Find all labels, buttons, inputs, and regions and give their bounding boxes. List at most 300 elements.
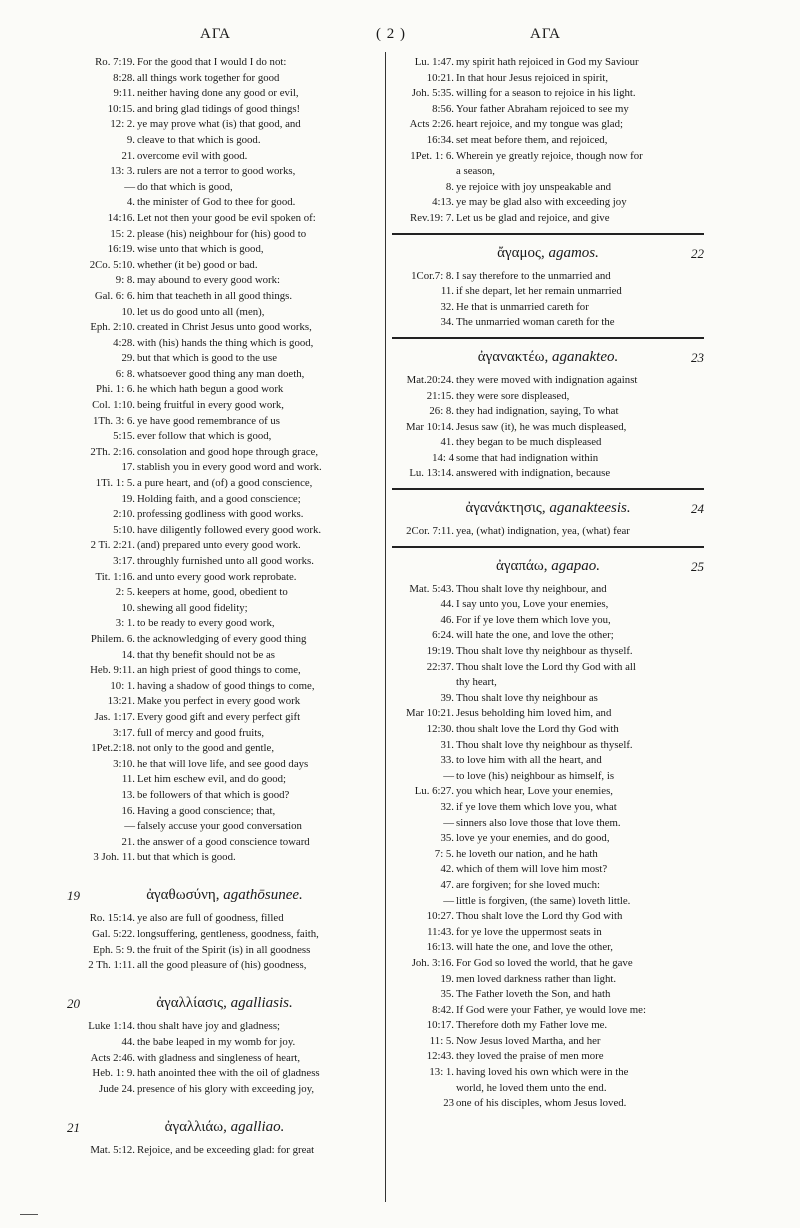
verse-text: a pure heart, and (of) a good conscience, xyxy=(137,477,313,490)
verse-reference: 41. xyxy=(440,436,454,449)
verse-text: Thou shalt love thy neighbour as thyself. xyxy=(456,645,633,658)
verse-text: they were moved with indignation against xyxy=(456,373,638,386)
entry-line xyxy=(392,1034,704,1050)
entry-line xyxy=(392,706,704,722)
verse-reference: Luke 1:14. xyxy=(88,1020,135,1033)
entry-line xyxy=(392,940,704,956)
verse-text: him that teacheth in all good things. xyxy=(137,289,293,302)
verse-text: I say unto you, Love your enemies, xyxy=(456,598,609,611)
verse-reference: Mat. 5:43. xyxy=(409,582,454,595)
entry-line xyxy=(392,269,704,285)
verse-reference: — xyxy=(124,180,135,193)
verse-reference: 2Th. 2:16. xyxy=(90,445,135,458)
verse-text: falsely accuse your good conversation xyxy=(137,820,302,833)
headword-19 xyxy=(67,881,382,911)
verse-text: the minister of God to thee for good. xyxy=(137,196,296,209)
verse-reference: 19. xyxy=(440,972,454,985)
entry-line xyxy=(392,133,704,149)
transliteration: agalliao. xyxy=(230,1119,285,1135)
verse-reference: 11. xyxy=(121,773,135,786)
verse-text: he that will love life, and see good days xyxy=(137,757,309,770)
verse-text: I say therefore to the unmarried and xyxy=(456,269,611,282)
verse-reference: 12:43. xyxy=(426,1050,454,1063)
verse-text: heart rejoice, and my tongue was glad; xyxy=(456,118,623,131)
entry-line xyxy=(392,300,704,316)
entry-line xyxy=(67,382,382,398)
entry-line xyxy=(392,1096,704,1112)
verse-reference: 35. xyxy=(440,988,454,1001)
verse-reference: 13: 3. xyxy=(110,165,135,178)
entry-number: 22 xyxy=(691,245,704,261)
entry-line xyxy=(392,753,704,769)
verse-text: thou shalt have joy and gladness; xyxy=(137,1020,281,1033)
entry-line xyxy=(67,164,382,180)
verse-reference: 6: 8. xyxy=(115,367,135,380)
entry-line xyxy=(67,570,382,586)
verse-reference: 32. xyxy=(440,300,454,313)
verse-text: Thou shalt love thy neighbour as thyself. xyxy=(456,738,633,751)
entry-line xyxy=(67,117,382,133)
verse-reference: 3 Joh. 11. xyxy=(93,851,135,864)
verse-reference: 3:10. xyxy=(113,757,135,770)
entry-line xyxy=(67,507,382,523)
entry-line xyxy=(392,435,704,451)
section-rule xyxy=(392,337,704,339)
verse-reference: Acts 2:46. xyxy=(90,1051,135,1064)
entry-line xyxy=(392,180,704,196)
verse-text: throughly furnished unto all good works. xyxy=(137,555,314,567)
verse-reference: 21:15. xyxy=(426,389,454,402)
verse-reference: Jude 24. xyxy=(99,1082,135,1095)
verse-text: let us do good unto all (men), xyxy=(137,305,265,318)
verse-reference: 26: 8. xyxy=(429,405,454,418)
verse-text: my spirit hath rejoiced in God my Saviour xyxy=(456,56,639,68)
verse-reference: Philem. 6. xyxy=(90,632,135,645)
entry-line xyxy=(67,726,382,742)
verse-reference: 2: 5. xyxy=(115,586,135,599)
verse-text: they began to be much displeased xyxy=(456,436,602,449)
verse-text: full of mercy and good fruits, xyxy=(137,726,265,739)
entry-line xyxy=(67,523,382,539)
verse-text: he which hath begun a good work xyxy=(137,383,284,396)
verse-text: the answer of a good conscience toward xyxy=(137,835,310,848)
verse-text: be followers of that which is good? xyxy=(137,788,290,801)
verse-text: ye may prove what (is) that good, and xyxy=(137,118,301,131)
entry-number: 20 xyxy=(67,996,80,1012)
transliteration: agamos. xyxy=(548,244,599,261)
entry-line xyxy=(67,305,382,321)
verse-text: hath anointed thee with the oil of gladness xyxy=(137,1067,320,1080)
verse-text: if ye love them which love you, what xyxy=(456,800,617,813)
verse-text: for ye love the uppermost seats in xyxy=(456,925,602,938)
verse-text: (and) prepared unto every good work. xyxy=(137,539,301,552)
entry-number: 23 xyxy=(691,349,704,365)
entry-line xyxy=(392,102,704,118)
verse-text: The Father loveth the Son, and hath xyxy=(456,988,611,1001)
verse-reference: 10:27. xyxy=(426,910,454,923)
verse-reference: Eph. 2:10. xyxy=(90,321,135,334)
verse-reference: 10:17. xyxy=(426,1019,454,1032)
verse-text: rulers are not a terror to good works, xyxy=(137,165,296,178)
verse-text: If God were your Father, ye would love me: xyxy=(456,1003,646,1016)
transliteration: agathōsunee. xyxy=(223,887,303,904)
verse-reference: 3:17. xyxy=(113,726,135,739)
entry-line xyxy=(67,679,382,695)
verse-text: the fruit of the Spirit (is) in all goodness xyxy=(137,943,311,956)
section-rule xyxy=(392,488,704,490)
verse-text: little is forgiven, (the same) loveth little. xyxy=(456,894,631,907)
column-divider xyxy=(385,52,386,1202)
verse-reference: 15: 2. xyxy=(110,227,135,240)
verse-reference xyxy=(392,164,454,180)
verse-text: having loved his own which were in the xyxy=(456,1066,629,1079)
verse-text: stablish you in every good word and work. xyxy=(137,461,322,474)
verse-text: created in Christ Jesus unto good works, xyxy=(137,321,312,334)
entry-line xyxy=(67,1066,382,1082)
verse-text: whatsoever good thing any man doeth, xyxy=(137,367,305,380)
entry-line xyxy=(67,242,382,258)
verse-reference: 10: 1. xyxy=(110,679,135,692)
verse-text: willing for a season to rejoice in his light. xyxy=(456,87,636,100)
verse-text: having a shadow of good things to come, xyxy=(137,679,315,692)
greek-word: ἀγαπάω, xyxy=(496,557,548,574)
greek-word: ἀγαλλίασις, xyxy=(156,995,227,1012)
verse-text: Thou shalt love thy neighbour as xyxy=(456,691,598,704)
entry-number: 24 xyxy=(691,501,704,517)
entry-line xyxy=(392,451,704,467)
verse-text: professing godliness with good works. xyxy=(137,508,304,521)
verse-reference: 11: 5. xyxy=(429,1034,454,1047)
verse-reference: 11:43. xyxy=(427,925,454,938)
verse-text: ye may be glad also with exceeding joy xyxy=(456,196,627,209)
verse-reference: 22:37. xyxy=(426,660,454,673)
verse-text: world, he loved them unto the end. xyxy=(456,1081,607,1094)
verse-reference: Lu. 13:14. xyxy=(409,467,454,480)
verse-reference: 10. xyxy=(121,601,135,614)
verse-text: answered with indignation, because xyxy=(456,467,611,480)
verse-reference: Ro. 15:14. xyxy=(89,912,135,925)
verse-reference: 46. xyxy=(440,613,454,626)
entry-line xyxy=(392,800,704,816)
entry-line xyxy=(392,597,704,613)
verse-text: he loveth our nation, and he hath xyxy=(456,847,598,860)
entry-line xyxy=(67,460,382,476)
entry-line xyxy=(392,117,704,133)
verse-text: whether (it be) good or bad. xyxy=(137,258,258,271)
entry-line xyxy=(392,862,704,878)
verse-reference: Gal. 6: 6. xyxy=(94,289,135,302)
verse-text: Let him eschew evil, and do good; xyxy=(137,773,287,786)
entry-line xyxy=(392,389,704,405)
verse-reference: 1Pet. 1: 6. xyxy=(410,149,454,162)
entry-line xyxy=(392,582,704,598)
verse-reference: 6:24. xyxy=(432,629,454,642)
entry-line xyxy=(67,320,382,336)
entry-line xyxy=(67,741,382,757)
verse-reference: 1Th. 3: 6. xyxy=(93,414,135,427)
verse-reference: — xyxy=(443,894,454,907)
entry-line xyxy=(392,691,704,707)
verse-text: which of them will love him most? xyxy=(456,863,608,876)
margin-mark xyxy=(20,1214,38,1215)
verse-text: but that which is good. xyxy=(137,851,236,864)
verse-text: have diligently followed every good work. xyxy=(137,523,322,536)
verse-text: the acknowledging of every good thing xyxy=(137,632,307,645)
entry-line xyxy=(67,601,382,617)
verse-reference: 2 Ti. 2:21. xyxy=(90,539,135,552)
verse-text: thou shalt love the Lord thy God with xyxy=(456,723,619,735)
verse-text: shewing all good fidelity; xyxy=(137,601,248,614)
entry-line xyxy=(67,258,382,274)
verse-text: set meat before them, and rejoiced, xyxy=(456,133,608,146)
verse-text: a season, xyxy=(456,165,495,178)
verse-text: For if ye love them which love you, xyxy=(456,613,611,626)
greek-word: ἀγαθωσύνη, xyxy=(146,887,220,904)
verse-text: are forgiven; for she loved much: xyxy=(456,878,601,891)
verse-reference: 9: 8. xyxy=(115,274,135,287)
verse-text: consolation and good hope through grace, xyxy=(137,445,319,458)
entry-line xyxy=(67,804,382,820)
section-rule xyxy=(392,546,704,548)
verse-reference: — xyxy=(443,769,454,782)
verse-reference: 13. xyxy=(121,788,135,801)
entry-line xyxy=(392,420,704,436)
header-right: ΑΓΑ xyxy=(530,26,562,42)
verse-reference: 44. xyxy=(121,1036,135,1049)
verse-reference: 14. xyxy=(121,648,135,661)
verse-reference: Heb. 1: 9. xyxy=(92,1067,135,1080)
entry-line xyxy=(67,835,382,851)
verse-text: cleave to that which is good. xyxy=(137,133,261,146)
verse-reference: — xyxy=(124,820,135,833)
verse-reference: 29. xyxy=(121,352,135,365)
entry-line xyxy=(67,398,382,414)
entry-line xyxy=(67,1035,382,1051)
right-column xyxy=(392,55,704,1112)
verse-reference: 5:10. xyxy=(113,523,135,536)
verse-text: they loved the praise of men more xyxy=(456,1050,604,1063)
headword-label xyxy=(392,558,704,575)
verse-reference: Mat. 5:12. xyxy=(90,1144,135,1156)
section-rule xyxy=(392,233,704,235)
headword-label xyxy=(392,245,704,262)
verse-text: not only to the good and gentle, xyxy=(137,742,275,755)
entry-line xyxy=(67,211,382,227)
entry-line xyxy=(392,628,704,644)
headword-25 xyxy=(392,552,704,582)
verse-reference: 9. xyxy=(126,133,135,146)
verse-text: yea, (what) indignation, yea, (what) fear xyxy=(456,525,630,538)
entry-line xyxy=(67,86,382,102)
verse-text: and unto every good work reprobate. xyxy=(137,570,297,583)
verse-text: they had indignation, saying, To what xyxy=(456,405,619,418)
verse-reference: 17. xyxy=(121,461,135,474)
verse-text: longsuffering, gentleness, goodness, faith, xyxy=(137,928,319,941)
verse-text: all the good pleasure of (his) goodness, xyxy=(137,959,307,972)
verse-reference: 2Cor. 7:11. xyxy=(406,525,454,538)
entry-line xyxy=(67,585,382,601)
verse-text: Wherein ye greatly rejoice, though now for xyxy=(456,149,643,162)
greek-word: ἀγαλλιάω, xyxy=(164,1119,227,1135)
verse-text: Your father Abraham rejoiced to see my xyxy=(456,102,629,115)
verse-reference: 13: 1. xyxy=(429,1066,454,1079)
verse-text: Holding faith, and a good conscience; xyxy=(137,492,301,505)
headword-label xyxy=(392,500,704,517)
verse-reference: Joh. 5:35. xyxy=(411,87,454,100)
entry-line xyxy=(67,414,382,430)
entry-line xyxy=(67,663,382,679)
entry-line xyxy=(392,909,704,925)
verse-text: Thou shalt love the Lord thy God with xyxy=(456,910,623,923)
verse-text: Jesus saw (it), he was much displeased, xyxy=(456,420,627,433)
entry-line xyxy=(67,227,382,243)
entry-line xyxy=(67,149,382,165)
entry-line xyxy=(392,956,704,972)
entry-line xyxy=(392,524,704,540)
verse-text: may abound to every good work: xyxy=(137,274,281,287)
verse-text: presence of his glory with exceeding joy, xyxy=(137,1082,315,1095)
verse-text: Therefore doth my Father love me. xyxy=(456,1019,608,1032)
greek-word: ἄγαμος, xyxy=(497,244,545,261)
verse-reference: 39. xyxy=(440,691,454,704)
headword-20 xyxy=(67,989,382,1019)
verse-reference: 16:34. xyxy=(426,133,454,146)
entry-line xyxy=(392,722,704,738)
verse-text: to love him with all the heart, and xyxy=(456,754,602,767)
greek-word: ἀγανακτέω, xyxy=(477,348,549,365)
verse-reference: 4:13. xyxy=(432,196,454,209)
entry-line xyxy=(67,911,382,927)
entry-line xyxy=(392,613,704,629)
transliteration: aganakteesis. xyxy=(549,500,631,517)
verse-reference: 16. xyxy=(121,804,135,817)
verse-reference: 4. xyxy=(126,196,135,209)
entry-line xyxy=(67,788,382,804)
verse-reference: 1Pet.2:18. xyxy=(91,742,135,755)
entry-line xyxy=(392,373,704,389)
verse-text: ye also are full of goodness, filled xyxy=(137,912,284,925)
verse-reference: 35. xyxy=(440,832,454,845)
verse-reference: 47. xyxy=(440,878,454,891)
verse-reference: Gal. 5:22. xyxy=(92,928,135,941)
verse-text: For God so loved the world, that he gave xyxy=(456,956,633,969)
entry-line xyxy=(67,367,382,383)
verse-reference: 10:15. xyxy=(107,102,135,115)
entry-line xyxy=(67,492,382,508)
verse-reference: 11. xyxy=(440,285,454,298)
headword-23 xyxy=(392,343,704,373)
verse-text: Now Jesus loved Martha, and her xyxy=(456,1034,601,1047)
verse-reference: 5:15. xyxy=(113,430,135,443)
entry-line xyxy=(392,211,704,227)
verse-reference: Joh. 3:16. xyxy=(411,956,454,969)
entry-line xyxy=(392,831,704,847)
entry-line xyxy=(67,1051,382,1067)
verse-text: that thy benefit should not be as xyxy=(137,648,275,661)
entry-line xyxy=(67,445,382,461)
verse-reference: Mar 10:21. xyxy=(406,707,454,720)
verse-reference: 8:42. xyxy=(432,1003,454,1016)
entry-line xyxy=(392,816,704,832)
entry-line xyxy=(392,644,704,660)
verse-text: being fruitful in every good work, xyxy=(137,399,284,412)
entry-line xyxy=(392,164,704,180)
entry-line xyxy=(67,710,382,726)
page-number: ( 2 ) xyxy=(376,26,406,42)
verse-text: Let us be glad and rejoice, and give xyxy=(456,211,610,224)
verse-reference: 34. xyxy=(440,316,454,329)
entry-line xyxy=(392,1018,704,1034)
entry-line xyxy=(392,987,704,1003)
entry-line xyxy=(67,273,382,289)
entry-number: 19 xyxy=(67,888,80,904)
verse-reference: Lu. 6:27. xyxy=(414,785,454,798)
entry-line xyxy=(67,351,382,367)
verse-reference: Mar 10:14. xyxy=(406,420,454,433)
headword-label xyxy=(67,1119,382,1136)
verse-text: Every good gift and every perfect gift xyxy=(137,710,301,723)
entry-line xyxy=(67,1019,382,1035)
entry-line xyxy=(67,927,382,943)
entry-line xyxy=(392,925,704,941)
verse-reference: 2:10. xyxy=(113,508,135,521)
verse-text: The unmarried woman careth for the xyxy=(456,316,615,329)
entry-line xyxy=(67,195,382,211)
entry-line xyxy=(392,769,704,785)
entry-line xyxy=(392,784,704,800)
verse-reference xyxy=(392,675,454,691)
entry-line xyxy=(392,284,704,300)
verse-reference: Eph. 5: 9. xyxy=(93,943,135,956)
verse-reference: Jas. 1:17. xyxy=(94,710,135,723)
headword-label xyxy=(67,995,382,1012)
spacer xyxy=(67,866,382,882)
entry-line xyxy=(67,616,382,632)
entry-line xyxy=(392,847,704,863)
verse-text: they were sore displeased, xyxy=(456,389,570,402)
entry-line xyxy=(392,738,704,754)
verse-text: but that which is good to the use xyxy=(137,352,278,365)
verse-reference: 16:19. xyxy=(107,243,135,256)
entry-line xyxy=(67,850,382,866)
entry-line xyxy=(392,660,704,676)
verse-text: will hate the one, and love the other, xyxy=(456,941,613,954)
entry-line xyxy=(67,819,382,835)
entry-line xyxy=(392,675,704,691)
entry-line xyxy=(392,878,704,894)
verse-text: ever follow that which is good, xyxy=(137,430,272,443)
entry-line xyxy=(67,336,382,352)
verse-reference: 10. xyxy=(121,305,135,318)
entry-line xyxy=(67,648,382,664)
entry-line xyxy=(67,1143,382,1159)
entry-line xyxy=(67,289,382,305)
verse-reference: 8:56. xyxy=(432,102,454,115)
verse-reference: Phi. 1: 6. xyxy=(96,383,135,396)
verse-text: some that had indignation within xyxy=(456,451,599,464)
entry-line xyxy=(392,71,704,87)
entry-line xyxy=(392,1081,704,1097)
greek-word: ἀγανάκτησις, xyxy=(465,500,546,517)
verse-reference xyxy=(392,1081,454,1097)
verse-reference: 10:21. xyxy=(426,71,454,84)
verse-reference: Tit. 1:16. xyxy=(95,570,135,583)
verse-text: men loved darkness rather than light. xyxy=(456,972,617,985)
verse-text: please (his) neighbour for (his) good to xyxy=(137,227,307,240)
verse-text: keepers at home, good, obedient to xyxy=(137,586,288,599)
verse-reference: Heb. 9:11. xyxy=(90,664,135,677)
verse-text: an high priest of good things to come, xyxy=(137,664,301,677)
